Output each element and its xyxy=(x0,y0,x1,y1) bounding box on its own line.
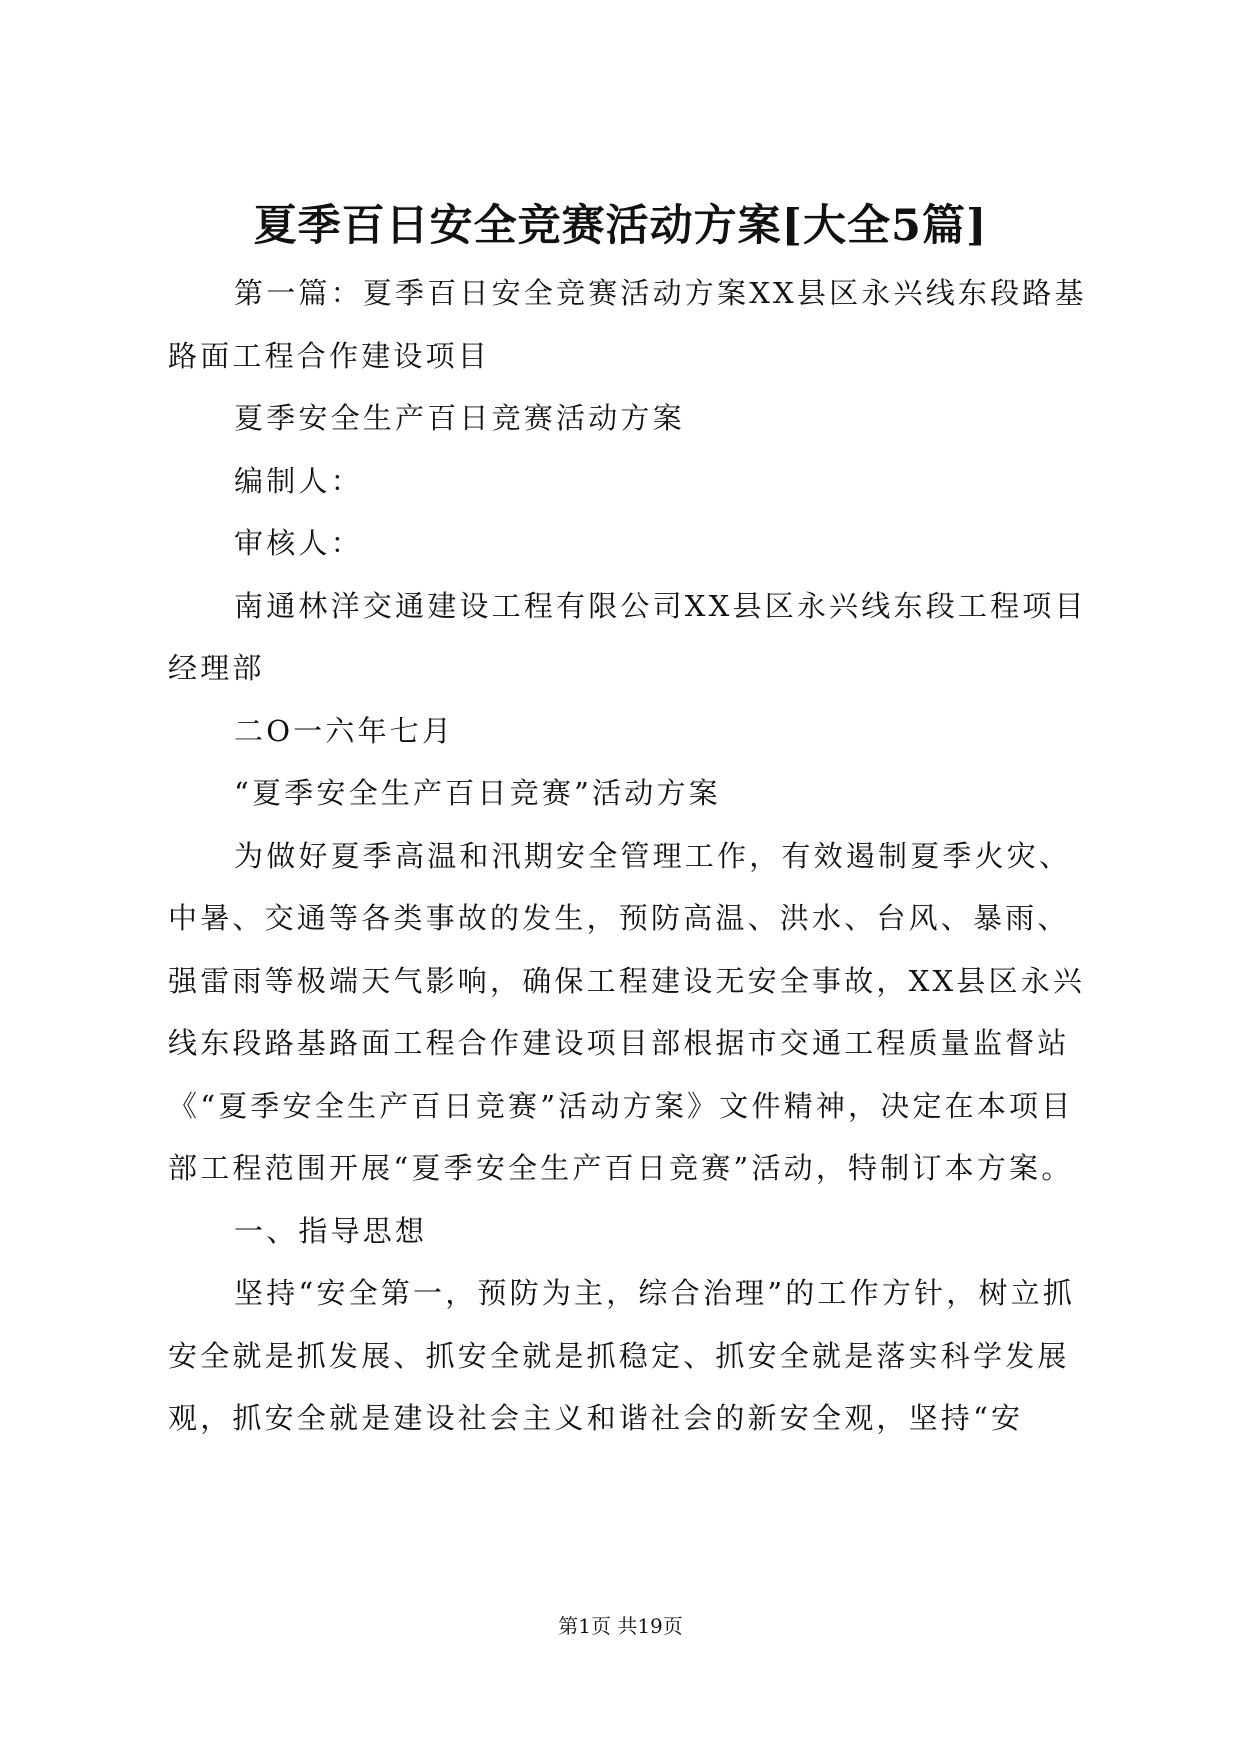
document-title: 夏季百日安全竞赛活动方案[大全5篇] xyxy=(253,201,988,251)
paragraph-section-heading: 第一篇：夏季百日安全竞赛活动方案XX县区永兴线东段路基路面工程合作建设项目 xyxy=(168,276,1087,373)
paragraph-date: 二O一六年七月 xyxy=(234,713,455,748)
paragraph-guiding-ideology: 坚持“安全第一，预防为主，综合治理”的工作方针，树立抓安全就是抓发展、抓安全就是抓稳定、抓安全就是落实科学发展观，抓安全就是建设社会主义和谐社会的新安全观，坚持“安 xyxy=(168,1276,1076,1435)
paragraph-reviewer: 审核人： xyxy=(234,526,363,560)
paragraph-activity-title: “夏季安全生产百日竞赛”活动方案 xyxy=(234,776,721,810)
page-footer: 第1页 共19页 xyxy=(558,1614,683,1638)
document-body xyxy=(168,262,1088,1450)
paragraph-compiler: 编制人： xyxy=(234,463,363,498)
paragraph-plan-title: 夏季安全生产百日竞赛活动方案 xyxy=(234,401,685,435)
paragraph-organization: 南通林洋交通建设工程有限公司XX县区永兴线东段工程项目经理部 xyxy=(168,588,1087,685)
paragraph-heading-guiding-ideology: 一、指导思想 xyxy=(234,1213,428,1248)
paragraph-introduction: 为做好夏季高温和汛期安全管理工作，有效遏制夏季火灾、中暑、交通等各类事故的发生，预防高温、洪水、台风、暴雨、强雷雨等极端天气影响，确保工程建设无安全事故，XX县区永兴线东段路基路面工程合作建设项目部根据市交通工程质量监督站《“夏季安全生产百日竞赛”活动方案》文件精神，决定在本项目部工程范围开展“夏季安全生产百日竞赛”活动，特制订本方案。 xyxy=(168,838,1086,1185)
